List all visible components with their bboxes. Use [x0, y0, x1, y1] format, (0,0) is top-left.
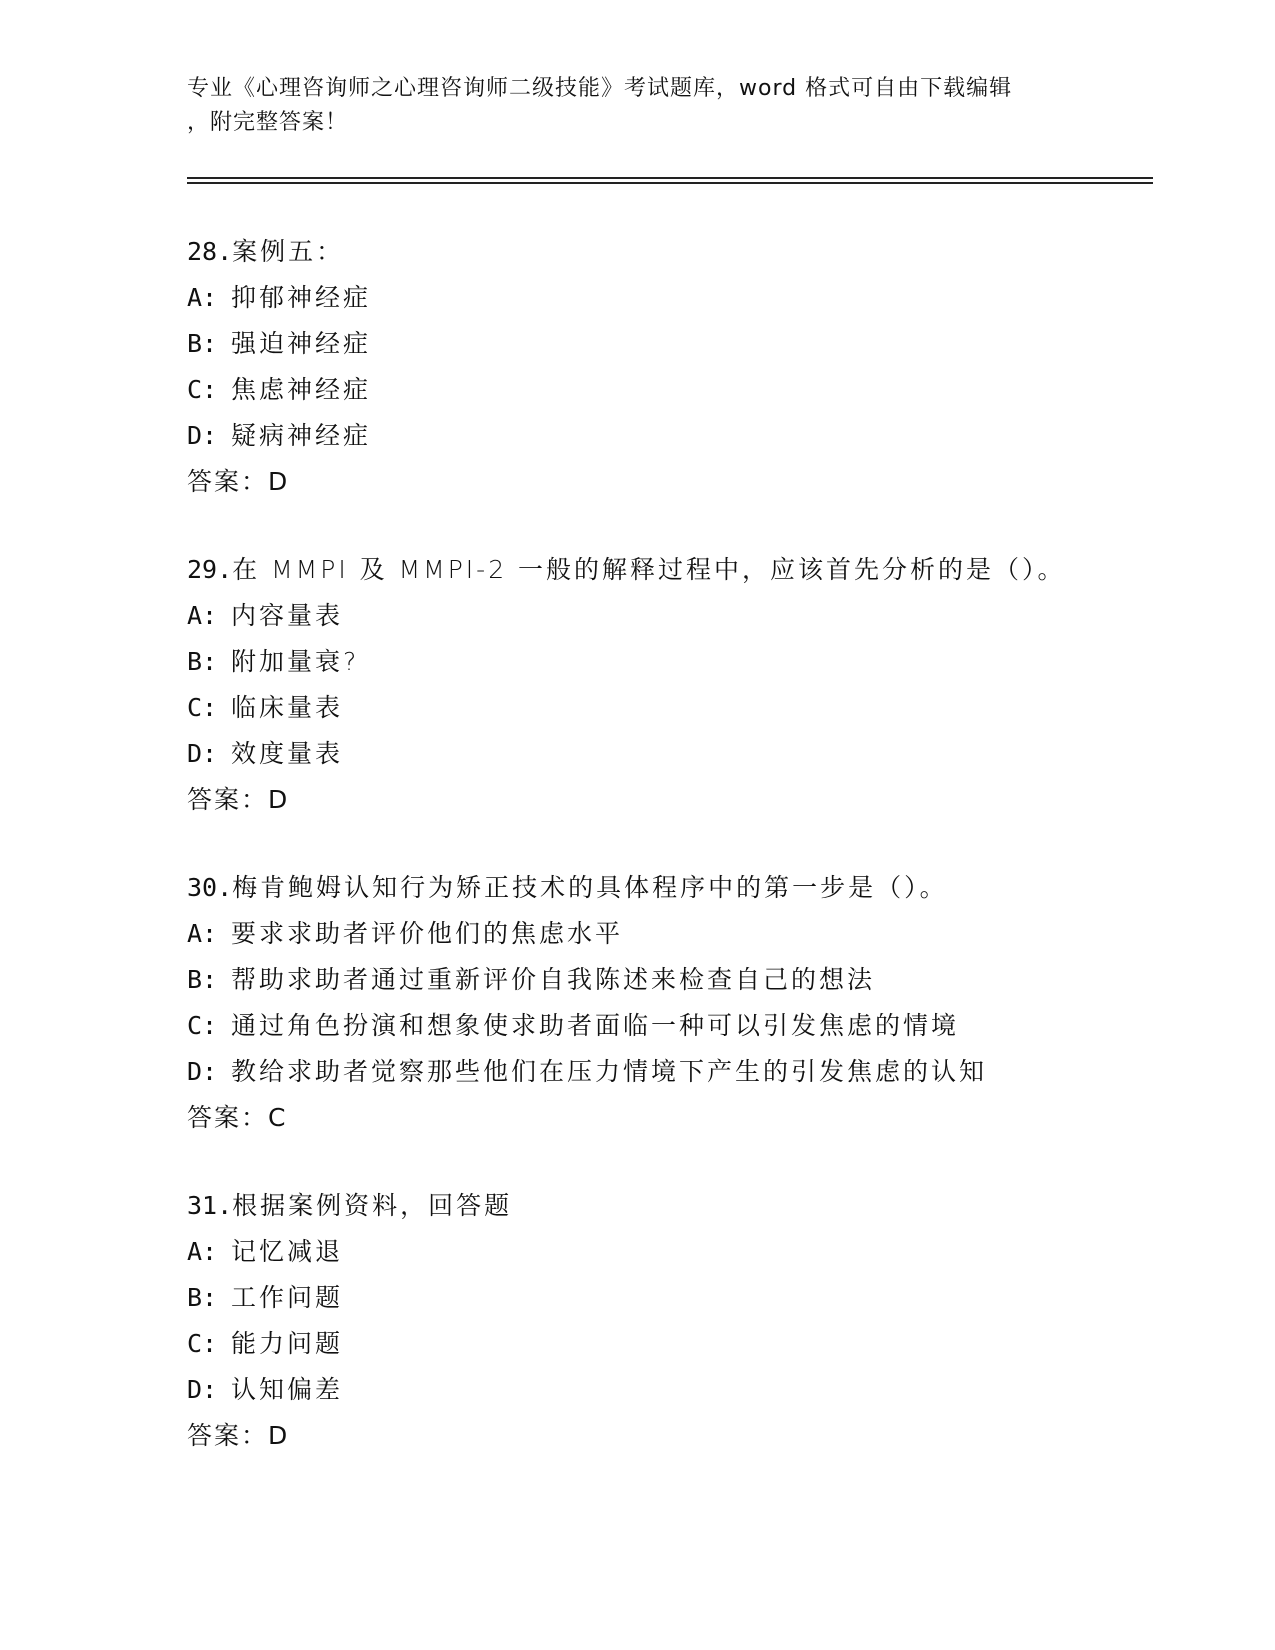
option-text: 能力问题	[231, 1329, 344, 1358]
question-29	[187, 547, 1087, 823]
question-text: 根据案例资料，回答题	[232, 1191, 513, 1220]
option-b	[187, 957, 1087, 1003]
option-text: 记忆减退	[231, 1237, 344, 1266]
answer-line: 答案：D	[187, 467, 290, 496]
option-text: 工作问题	[231, 1283, 344, 1312]
option-letter: D:	[187, 1057, 218, 1086]
option-c	[187, 367, 1087, 413]
option-d	[187, 1367, 1087, 1413]
option-letter: A:	[187, 919, 218, 948]
option-letter: C:	[187, 1329, 218, 1358]
question-stem	[187, 865, 1087, 911]
option-letter: C:	[187, 1011, 218, 1040]
option-letter: B:	[187, 1283, 218, 1312]
option-text: 内容量表	[231, 601, 344, 630]
option-letter: A:	[187, 283, 218, 312]
option-letter: B:	[187, 329, 218, 358]
question-stem	[187, 1183, 1087, 1229]
question-31	[187, 1183, 1087, 1459]
option-text: 认知偏差	[231, 1375, 344, 1404]
question-number: 31.	[187, 1191, 233, 1220]
question-30	[187, 865, 1087, 1141]
answer-line: 答案：C	[187, 1103, 288, 1132]
question-text: 案例五：	[232, 237, 345, 266]
question-text: 在 MMPI 及 MMPI-2 一般的解释过程中，应该首先分析的是（）。	[232, 555, 1066, 584]
option-b	[187, 1275, 1087, 1321]
header-line-2: ，附完整答案！	[187, 110, 349, 135]
option-text: 教给求助者觉察那些他们在压力情境下产生的引发焦虑的认知	[231, 1057, 988, 1086]
option-a	[187, 911, 1087, 957]
option-letter: A:	[187, 1237, 218, 1266]
option-d	[187, 731, 1087, 777]
option-text: 疑病神经症	[231, 421, 372, 450]
question-stem	[187, 229, 1087, 275]
option-c	[187, 1003, 1087, 1049]
option-text: 强迫神经症	[231, 329, 372, 358]
option-text: 通过角色扮演和想象使求助者面临一种可以引发焦虑的情境	[231, 1011, 960, 1040]
option-b	[187, 639, 1087, 685]
option-letter: D:	[187, 739, 218, 768]
option-b	[187, 321, 1087, 367]
question-number: 30.	[187, 873, 233, 902]
header-line-1: 专业《心理咨询师之心理咨询师二级技能》考试题库，word 格式可自由下载编辑	[187, 76, 1013, 101]
option-letter: C:	[187, 375, 218, 404]
option-text: 效度量表	[231, 739, 344, 768]
option-text: 焦虑神经症	[231, 375, 372, 404]
question-number: 29.	[187, 555, 233, 584]
option-letter: B:	[187, 965, 218, 994]
option-letter: B:	[187, 647, 218, 676]
option-d	[187, 413, 1087, 459]
option-text: 临床量表	[231, 693, 344, 722]
header-divider-top	[187, 177, 1153, 179]
option-text: 帮助求助者通过重新评价自我陈述来检查自己的想法	[231, 965, 876, 994]
answer-line: 答案：D	[187, 785, 290, 814]
option-c	[187, 1321, 1087, 1367]
option-text: 要求求助者评价他们的焦虑水平	[231, 919, 624, 948]
question-28	[187, 229, 1087, 505]
answer-line: 答案：D	[187, 1421, 290, 1450]
option-letter: D:	[187, 1375, 218, 1404]
question-number: 28.	[187, 237, 233, 266]
option-c	[187, 685, 1087, 731]
option-letter: D:	[187, 421, 218, 450]
option-a	[187, 1229, 1087, 1275]
option-a	[187, 275, 1087, 321]
option-d	[187, 1049, 1087, 1095]
option-letter: C:	[187, 693, 218, 722]
option-letter: A:	[187, 601, 218, 630]
option-a	[187, 593, 1087, 639]
option-text: 抑郁神经症	[231, 283, 372, 312]
question-text: 梅肯鲍姆认知行为矫正技术的具体程序中的第一步是（）。	[232, 873, 948, 902]
option-text: 附加量衰?	[231, 647, 360, 676]
document-header	[187, 72, 1067, 140]
header-divider-bottom	[187, 182, 1153, 184]
question-stem	[187, 547, 1087, 593]
